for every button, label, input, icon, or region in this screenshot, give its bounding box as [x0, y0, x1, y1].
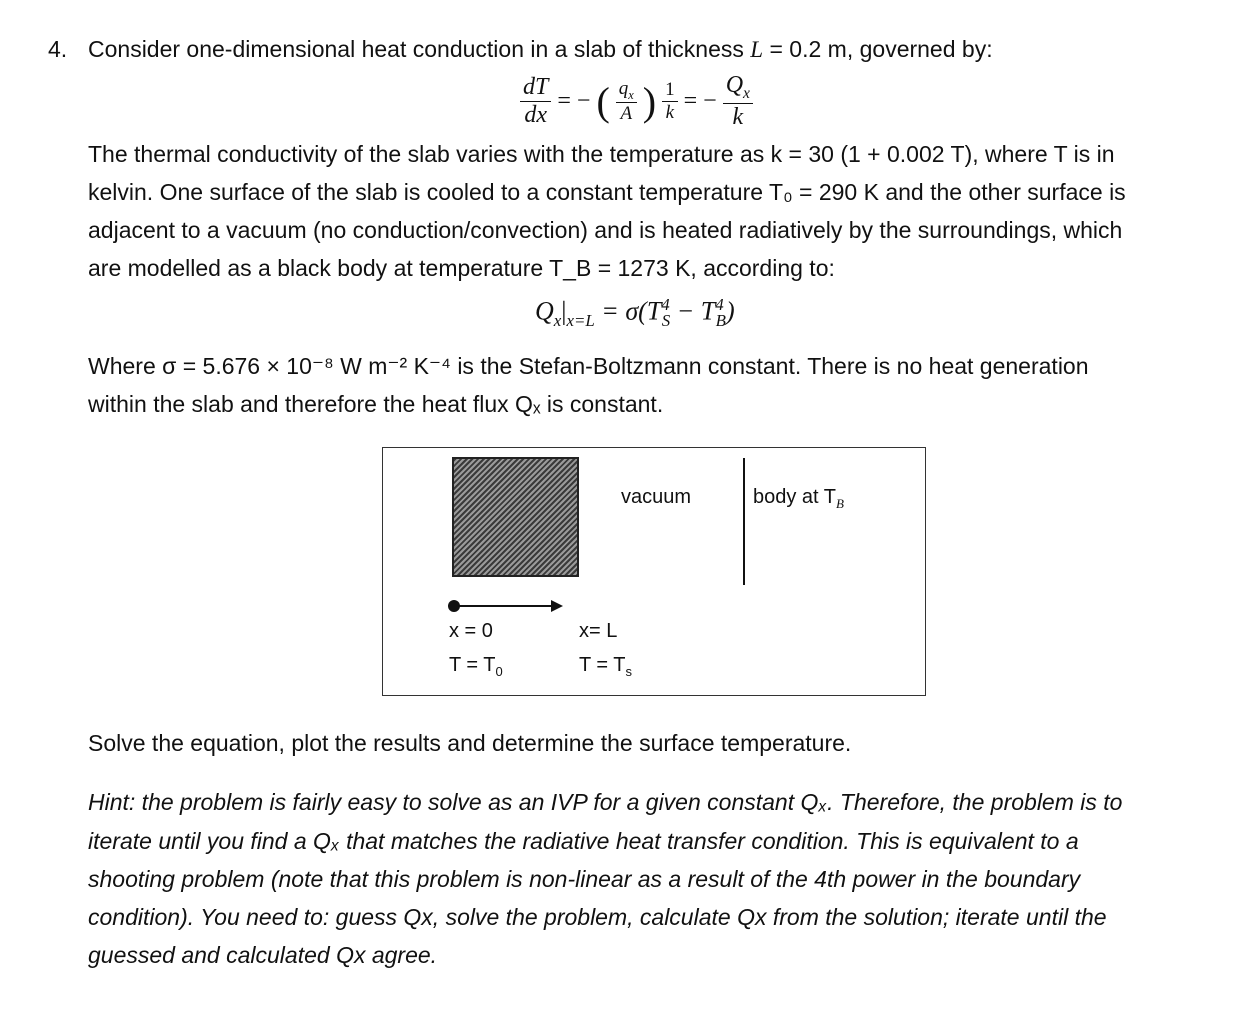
TB-power: 4 [715, 295, 724, 314]
minus-sign: − [576, 88, 591, 115]
tS-label [579, 654, 632, 679]
dx: dx [524, 102, 547, 129]
thickness-symbol: L [750, 37, 764, 62]
qx: q [618, 78, 629, 100]
dT: dT [520, 74, 551, 103]
vacuum-label: vacuum [621, 486, 692, 508]
tS-sub: s [625, 664, 633, 679]
hint-line-3: shooting problem (note that this problem is non-linear as a result of the 4th power in the boundary [88, 866, 1081, 892]
qx-over-A [616, 78, 637, 125]
arrow-head [551, 600, 563, 612]
tS-text: T = T [579, 654, 626, 676]
left-paren: ( [596, 78, 610, 124]
body-label [753, 486, 844, 512]
equals-sign: = [557, 88, 571, 115]
minus-TB: − T [670, 296, 716, 326]
t0-label [449, 654, 503, 679]
slab-diagram [382, 447, 926, 696]
hatched-slab [452, 457, 579, 577]
hint-line-2: iterate until you find a Qₓ that matches the radiative heat transfer condition. This is equivalent to a [88, 828, 1079, 854]
Qx-over-k [723, 72, 753, 131]
body-sub: B [836, 496, 844, 511]
right-paren: ) [642, 78, 657, 124]
qx-sub: x [628, 88, 634, 103]
hint-line-1: Hint: the problem is fairly easy to solve as an IVP for a given constant Qₓ. Therefore, the problem is to [88, 789, 1123, 815]
task-text: Solve the equation, plot the results and determine the surface temperature. [88, 730, 852, 756]
problem-number: 4. [48, 36, 68, 62]
para1-line-2: kelvin. One surface of the slab is cooled to a constant temperature T₀ = 290 K and the other surface is [88, 179, 1126, 205]
para2-line-1: Where σ = 5.676 × 10⁻⁸ W m⁻² K⁻⁴ is the Stefan-Boltzmann constant. There is no heat generation [88, 353, 1089, 379]
area-A: A [620, 103, 633, 125]
body-text: body at T [753, 486, 837, 508]
Qx-sub: x [743, 84, 750, 102]
thickness-value: = 0.2 m, governed by: [763, 36, 993, 62]
black-body-wall [743, 458, 745, 585]
hint-line-5: guessed and calculated Qx agree. [88, 942, 438, 968]
radiation-boundary-equation [535, 295, 735, 331]
xL-label: x= L [579, 620, 618, 642]
intro-text: Consider one-dimensional heat conduction in a slab of thickness [88, 36, 751, 62]
k: k [665, 102, 675, 124]
k-denominator: k [732, 103, 744, 130]
sigma-term: = σ(T [594, 296, 662, 326]
equals-sign-2: = [683, 88, 698, 115]
x-axis-arrow [443, 596, 573, 616]
hint-line-4: condition). You need to: guess Qx, solve the problem, calculate Qx from the solution; iterate until the [88, 904, 1107, 930]
TS-power: 4 [661, 295, 670, 314]
Q: Q [535, 296, 554, 326]
para1-line-1: The thermal conductivity of the slab varies with the temperature as k = 30 (1 + 0.002 T), where T is in [88, 141, 1115, 167]
t0-sub: 0 [495, 664, 503, 679]
Qx: Q [725, 72, 744, 98]
x-equals-L: x=L [566, 310, 595, 330]
para2-line-2: within the slab and therefore the heat flux Qₓ is constant. [88, 391, 664, 417]
Q-sub: x [553, 310, 562, 330]
problem-intro [88, 36, 993, 63]
close-paren: ) [726, 296, 735, 326]
evaluation-bar: | [561, 296, 567, 326]
x0-label: x = 0 [449, 620, 493, 642]
dT-dx-fraction [520, 74, 551, 130]
minus-sign-2: − [703, 88, 717, 115]
one: 1 [662, 79, 678, 102]
TB-sub: B [715, 310, 726, 330]
TS-sub: S [661, 310, 671, 330]
one-over-k [662, 79, 678, 124]
governing-equation [520, 72, 753, 131]
t0-text: T = T [449, 654, 496, 676]
para1-line-4: are modelled as a black body at temperature T_B = 1273 K, according to: [88, 255, 835, 281]
para1-line-3: adjacent to a vacuum (no conduction/convection) and is heated radiatively by the surroundings, which [88, 217, 1123, 243]
